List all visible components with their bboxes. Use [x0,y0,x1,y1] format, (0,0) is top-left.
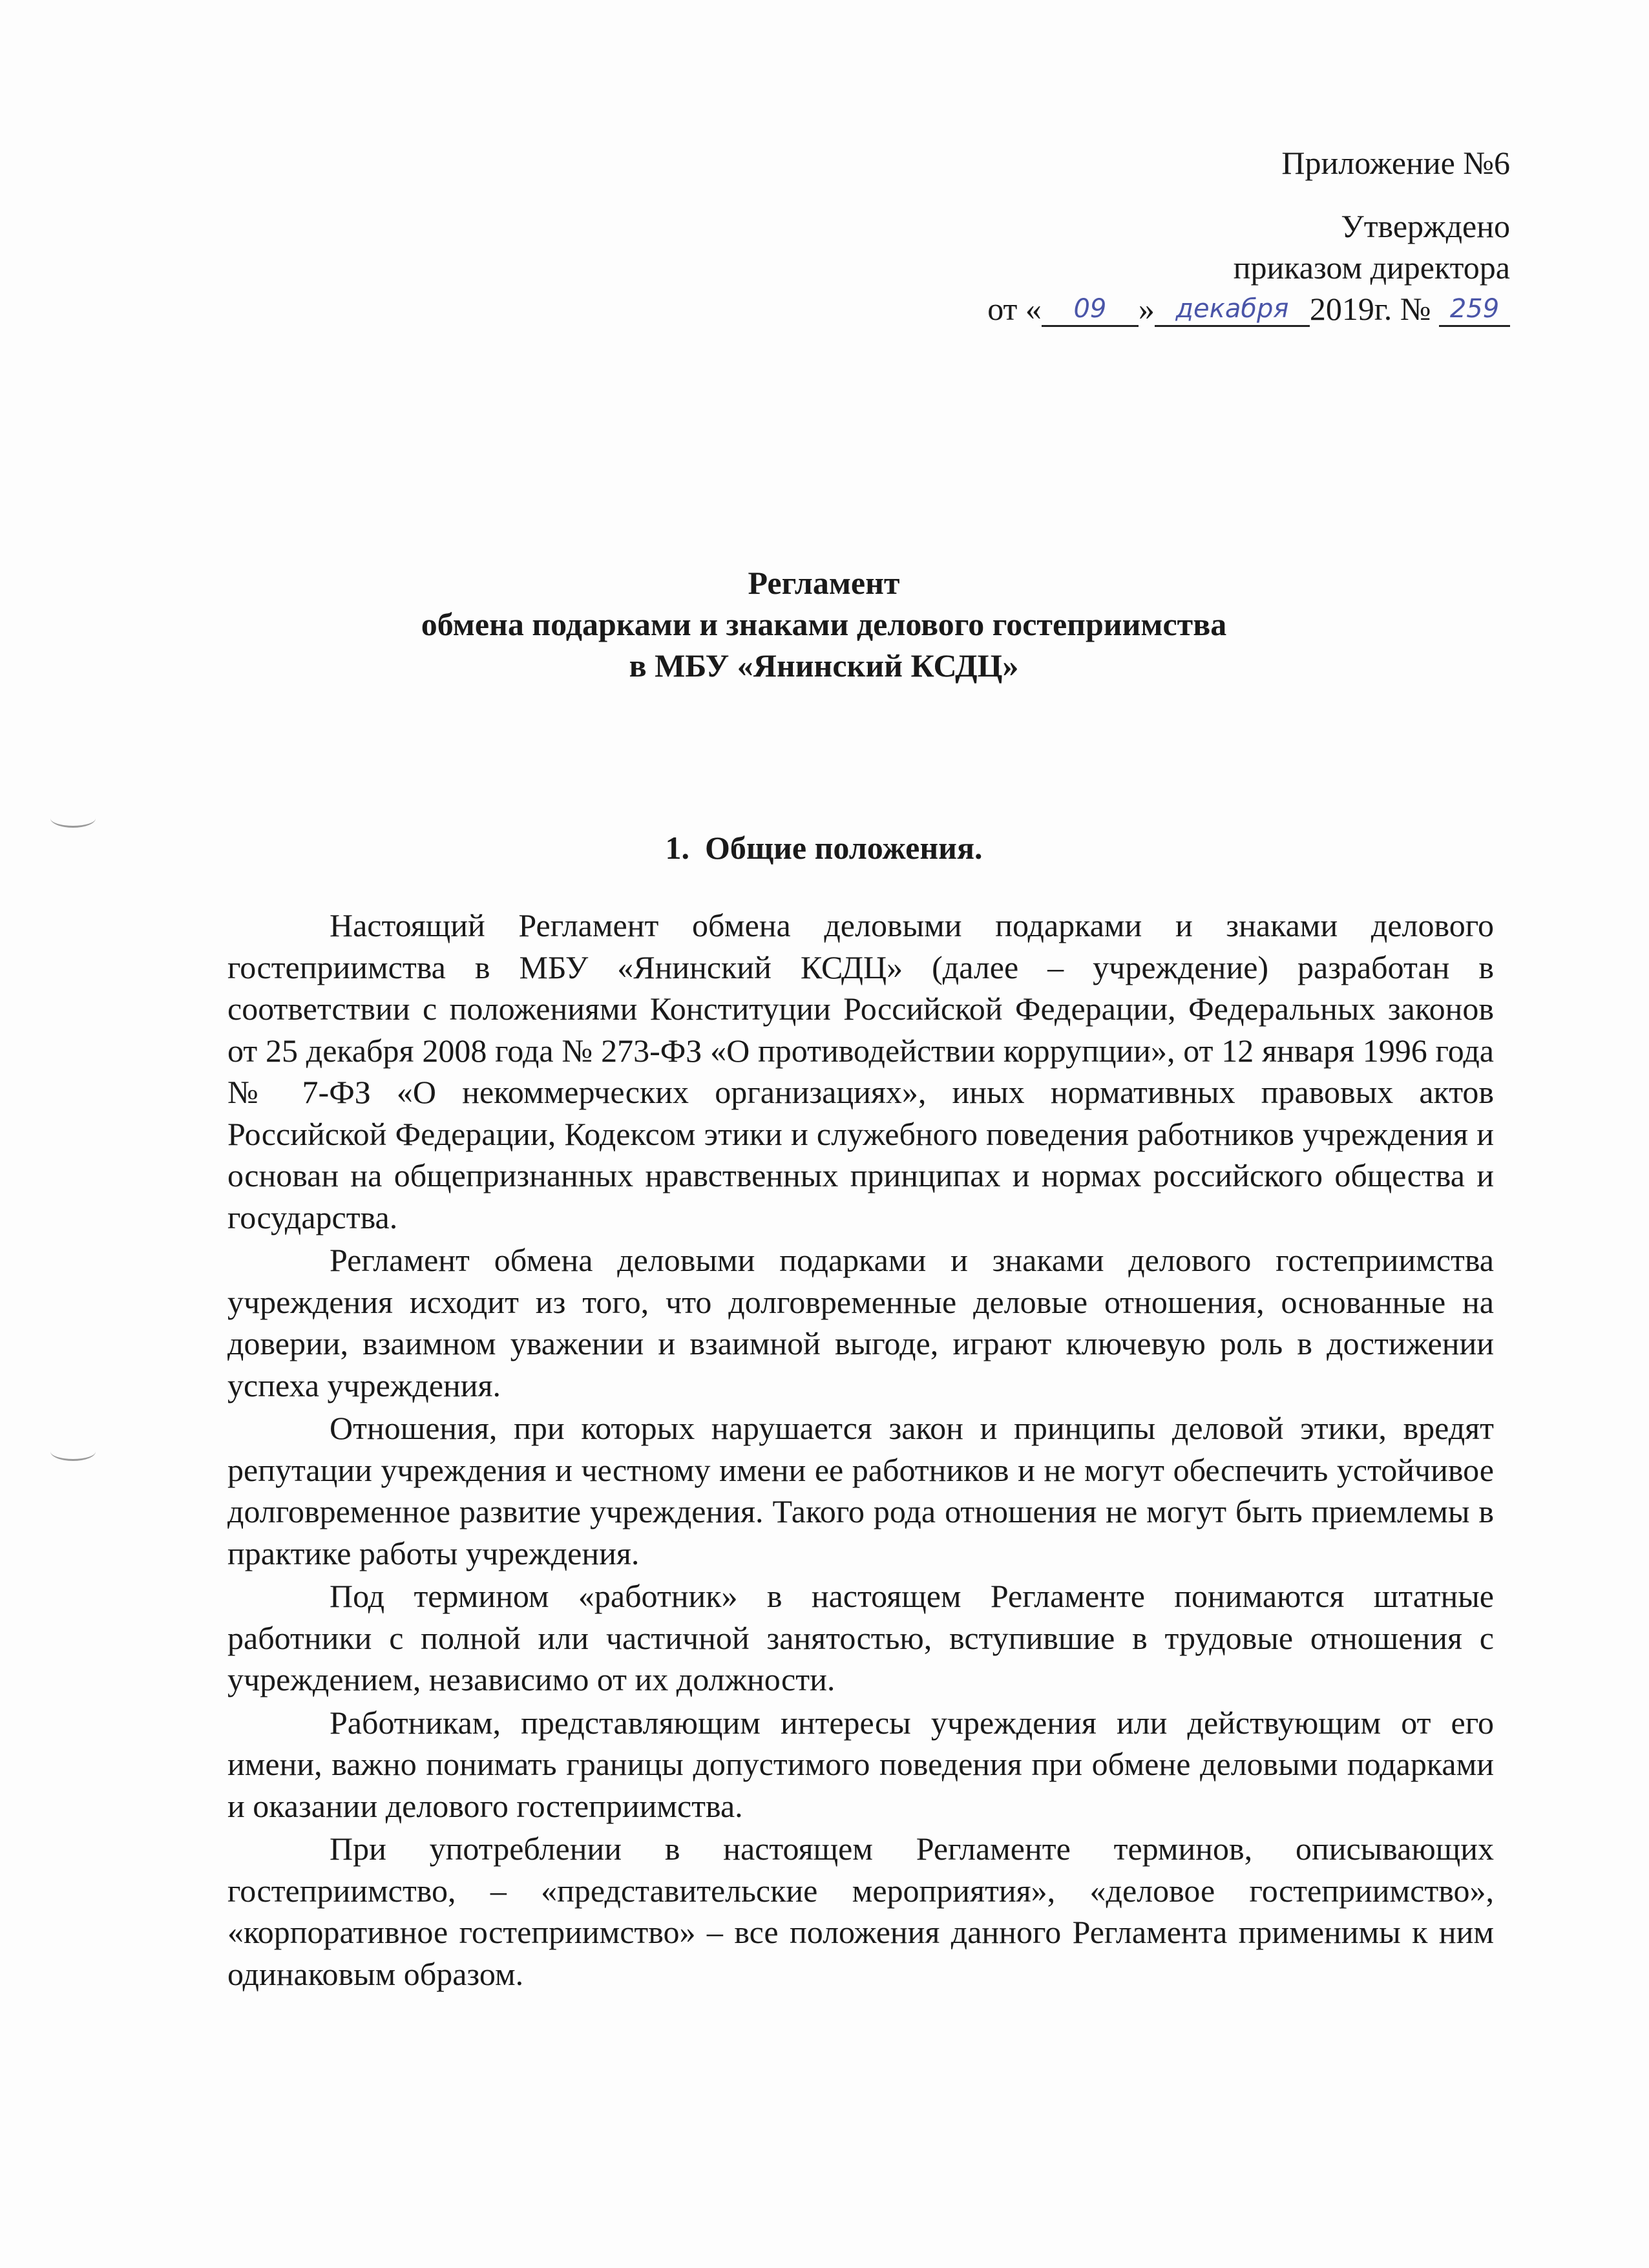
section-title: Общие положения. [704,830,983,866]
date-mid: » [1138,291,1155,327]
paragraph: Работникам, представляющим интересы учреждения или действующим от его имени, важно понимать границы допустимого поведения при обмене деловыми подарками и оказании делового гостеприимства. [227,1704,1494,1824]
date-prefix: от « [987,291,1042,327]
paragraph: Регламент обмена деловыми подарками и знаками делового гостеприимства учреждения исходит из того, что долговременные деловые отношения, основанные на доверии, взаимном уважении и взаимной выгоде, играют ключевую роль в достижении успеха учреждения. [227,1242,1494,1403]
body-text [227,905,1494,1996]
punch-hole-mark [50,1442,96,1461]
section-number: 1. [665,830,689,866]
approved-label: Утверждено [1341,208,1510,244]
date-year: 2019г. № [1309,291,1431,327]
paragraph: Настоящий Регламент обмена деловыми подарками и знаками делового гостеприимства в МБУ «Янинский КСДЦ» (далее – учреждение) разработан в соответствии с положениями Конституции Российской Федерации, Федеральных законов от 25 декабря 2008 года № 273-ФЗ «О противодействии коррупции», от 12 января 1996 года № 7-ФЗ «О некоммерческих организациях», иных нормативных правовых актов Российской Федерации, Кодексом этики и служебного поведения работников учреждения и основан на общепризнанных нравственных принципах и нормах российского общества и государства. [227,907,1494,1235]
handwritten-day: 09 [1042,293,1139,327]
title-line-1: Регламент [748,565,900,601]
paragraph: Под термином «работник» в настоящем Регламенте понимаются штатные работники с полной или частичной занятостью, вступившие в трудовые отношения с учреждением, независимо от их должности. [227,1578,1494,1697]
order-label: приказом директора [1233,249,1510,286]
paragraph: При употреблении в настоящем Регламенте терминов, описывающих гостеприимство, – «представительские мероприятия», «деловое гостеприимство», «корпоративное гостеприимство» – все положения данного Регламента применимы к ним одинаковым образом. [227,1831,1494,1992]
handwritten-order-number: 259 [1439,293,1510,327]
paragraph: Отношения, при которых нарушается закон и принципы деловой этики, вредят репутации учреждения и честному имени ее работников и не могут обеспечить устойчивое долговременное развитие учреждения. Такого рода отношения не могут быть приемлемы в практике работы учреждения. [227,1410,1494,1571]
title-line-3: в МБУ «Янинский КСДЦ» [629,647,1019,684]
attachment-label: Приложение №6 [1281,145,1510,181]
approval-header [987,142,1510,330]
document-title [226,562,1422,686]
handwritten-month: декабря [1155,293,1310,327]
order-date-line [987,288,1510,330]
section-heading [226,827,1422,868]
punch-hole-mark [50,809,96,828]
title-line-2: обмена подарками и знаками делового гостеприимства [421,606,1227,642]
